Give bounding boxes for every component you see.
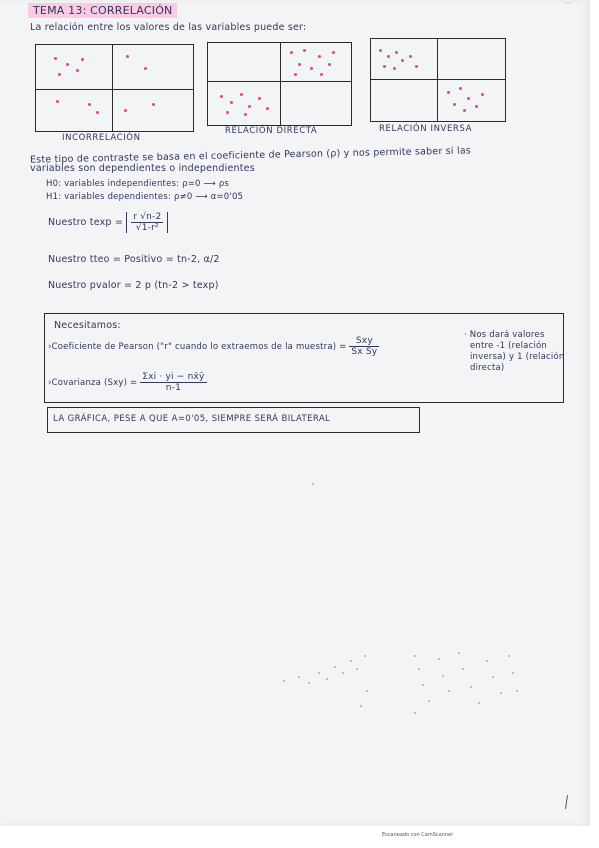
pearson-numerator: Sxy <box>349 336 379 347</box>
pvalor-formula: Nuestro pvalor = 2 p (tn-2 > texp) <box>48 280 219 291</box>
notes-heading: Necesitamos: <box>54 320 121 331</box>
side-note-2: entre -1 (relación <box>470 341 548 351</box>
body-line-1: Este tipo de contraste se basa en el coeficiente de Pearson (ρ) y nos permite saber si las <box>29 145 472 166</box>
caption-relacion-directa: RELACIÓN DIRECTA <box>225 126 318 136</box>
intro-text: La relación entre los valores de las variables puede ser: <box>30 22 307 33</box>
scanner-footer: Escaneado con CamScanner <box>382 832 454 838</box>
graph-note: LA GRÁFICA, PESE A QUE Α=0'05, SIEMPRE SERÁ BILATERAL <box>53 414 331 424</box>
hypothesis-h0: H0: variables independientes: ρ=0 ⟶ ρs <box>46 179 230 189</box>
tteo-formula: Nuestro tteo = Positivo = tn-2, α/2 <box>48 254 220 265</box>
corner-mark <box>564 2 572 4</box>
texp-formula <box>48 212 168 233</box>
hypothesis-h1: H1: variables dependientes: ρ≠0 ⟶ α=0'05 <box>46 192 244 202</box>
side-note-3: inversa) y 1 (relación <box>470 352 565 362</box>
page-title: TEMA 13: CORRELACIÓN <box>28 3 177 18</box>
side-note-1: · Nos dará valores <box>464 330 545 340</box>
pearson-label: ›Coeficiente de Pearson ("r" cuando lo extraemos de la muestra) = <box>48 342 347 352</box>
cov-fraction <box>140 372 206 393</box>
texp-abs <box>126 212 168 233</box>
texp-denominator: √1-r² <box>135 223 159 233</box>
caption-relacion-inversa: RELACIÓN INVERSA <box>379 124 472 134</box>
pearson-formula <box>48 336 379 357</box>
diagram-incorrelacion <box>35 44 194 132</box>
pearson-denominator: Sx Sy <box>351 347 378 357</box>
caption-incorrelacion: INCORRELACIÓN <box>62 133 141 143</box>
cov-label: ›Covarianza (Sxy) = <box>48 378 138 388</box>
texp-label: Nuestro texp = <box>48 217 124 228</box>
cov-numerator: Σxi · yi − nx̄ȳ <box>142 372 205 382</box>
body-line-2: variables son dependientes o independientes <box>30 163 255 174</box>
diagram-relacion-directa <box>207 42 352 126</box>
texp-fraction <box>131 212 163 233</box>
cov-formula <box>48 372 207 393</box>
diagram-relacion-inversa <box>370 38 506 122</box>
side-note-4: directa) <box>470 363 505 373</box>
pearson-fraction <box>349 336 379 357</box>
cov-denominator: n-1 <box>165 383 182 393</box>
pen-mark <box>565 795 568 809</box>
texp-numerator: r √n-2 <box>133 212 162 222</box>
